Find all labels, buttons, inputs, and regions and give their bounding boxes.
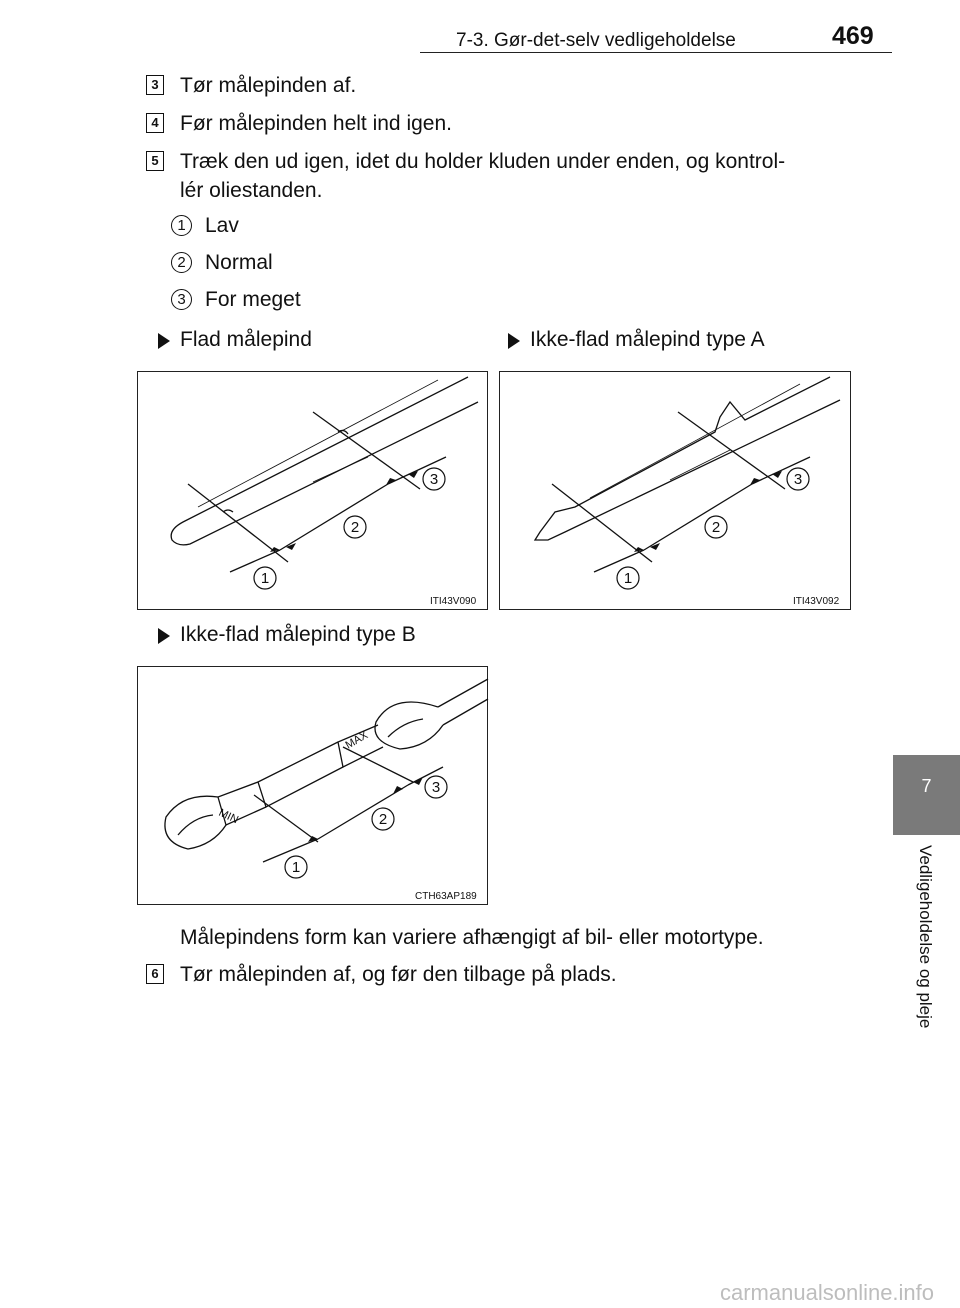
level-2-callout: 2 <box>171 252 192 273</box>
header-rule <box>420 52 892 53</box>
page-number: 469 <box>832 22 874 50</box>
step-6-box: 6 <box>146 964 164 984</box>
step-5-text-line2: lér oliestanden. <box>180 179 323 202</box>
flat-dipstick-illustration <box>138 372 489 611</box>
chapter-number: 7 <box>921 776 932 796</box>
fig2-callout-2: 2 <box>711 519 721 536</box>
figure-dipstick-type-a <box>499 371 851 610</box>
fig2-callout-3: 3 <box>793 471 803 488</box>
step-3-box: 3 <box>146 75 164 95</box>
step-5-text-line1: Træk den ud igen, idet du holder kluden under enden, og kontrol- <box>180 150 786 173</box>
fig1-callout-1: 1 <box>260 570 270 587</box>
dipstick-type-b-illustration <box>138 667 489 906</box>
step-4-box: 4 <box>146 113 164 133</box>
level-1-callout: 1 <box>171 215 192 236</box>
shape-note: Målepindens form kan variere afhængigt af bil- eller motortype. <box>180 926 764 949</box>
chapter-label: Vedligeholdelse og pleje <box>916 845 935 1029</box>
fig1-callout-2: 2 <box>350 519 360 536</box>
dipstick-type-a-illustration <box>500 372 852 611</box>
level-3-label: For meget <box>205 288 301 311</box>
fig3-callout-1: 1 <box>291 859 301 876</box>
level-3-callout: 3 <box>171 289 192 310</box>
step-5-box: 5 <box>146 151 164 171</box>
watermark: carmanualsonline.info <box>720 1280 935 1305</box>
max-mark: MAX <box>343 729 371 752</box>
fig3-callout-2: 2 <box>378 811 388 828</box>
fig2-callout-1: 1 <box>623 570 633 587</box>
fig3-callout-3: 3 <box>431 779 441 796</box>
header-section-title: 7-3. Gør-det-selv vedligeholdelse <box>456 30 736 51</box>
caption-arrow-icon <box>158 628 170 644</box>
caption-arrow-icon <box>158 333 170 349</box>
figure-2-caption: Ikke-flad målepind type A <box>530 328 765 351</box>
level-2-label: Normal <box>205 251 273 274</box>
min-mark: MIN <box>216 806 241 827</box>
figure-3-code: CTH63AP189 <box>415 891 477 902</box>
figure-1-caption: Flad målepind <box>180 328 312 351</box>
figure-dipstick-type-b <box>137 666 488 905</box>
figure-2-code: ITI43V092 <box>793 596 840 607</box>
figure-3-caption: Ikke-flad målepind type B <box>180 623 416 646</box>
step-3-text: Tør målepinden af. <box>180 74 357 97</box>
fig1-callout-3: 3 <box>429 471 439 488</box>
figure-1-code: ITI43V090 <box>430 596 477 607</box>
figure-flat-dipstick <box>137 371 488 610</box>
caption-arrow-icon <box>508 333 520 349</box>
level-1-label: Lav <box>205 214 239 237</box>
step-4-text: Før målepinden helt ind igen. <box>180 112 452 135</box>
step-6-text: Tør målepinden af, og før den tilbage på plads. <box>180 963 617 986</box>
